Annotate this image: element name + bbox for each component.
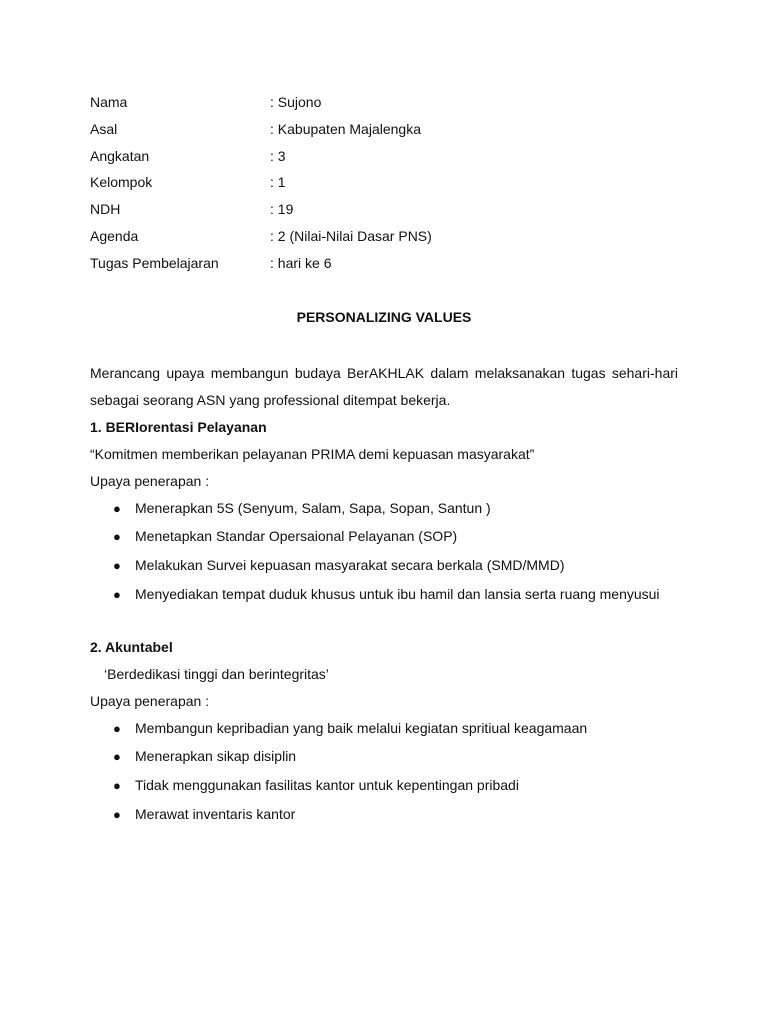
bullet-icon: ● [113, 500, 121, 516]
bullet-icon: ● [113, 720, 121, 736]
list-item [90, 743, 678, 770]
bullet-text: Menerapkan sikap disiplin [135, 748, 297, 765]
bullet-icon: ● [113, 586, 121, 602]
section-heading: 1. BERIorentasi Pelayanan [90, 418, 267, 435]
upaya-label: Upaya penerapan : [90, 472, 210, 489]
info-row-kelompok [90, 172, 678, 199]
list-item [90, 552, 678, 579]
section-quote: “Komitmen memberikan pelayanan PRIMA demi kepuasan masyarakat” [90, 445, 535, 462]
info-value: : Sujono [270, 94, 322, 110]
bullet-text: Tidak menggunakan fasilitas kantor untuk kepentingan pribadi [135, 777, 519, 794]
document-page [90, 92, 678, 829]
info-value: : 1 [270, 174, 286, 191]
info-value: : 3 [270, 147, 286, 164]
bullet-icon: ● [113, 806, 121, 822]
info-row-ndh [90, 199, 678, 226]
section-berorientasi-pelayanan [90, 414, 678, 608]
document-title: PERSONALIZING VALUES [296, 308, 472, 325]
info-label: Kelompok [90, 174, 153, 191]
info-table [90, 92, 678, 280]
info-label: Asal [90, 120, 118, 137]
list-item [90, 495, 678, 522]
bullet-text: Menetapkan Standar Opersaional Pelayanan (SOP) [135, 528, 458, 545]
info-label: Tugas Pembelajaran [90, 254, 219, 271]
section-heading: 2. Akuntabel [90, 638, 173, 655]
list-item [90, 715, 678, 742]
info-value: : hari ke 6 [270, 254, 332, 271]
info-value: : Kabupaten Majalengka [270, 120, 421, 137]
bullet-icon: ● [113, 557, 121, 573]
bullet-text: Membangun kepribadian yang baik melalui kegiatan spritiual keagamaan [135, 719, 588, 736]
section-quote: ‘Berdedikasi tinggi dan berintegritas’ [104, 665, 329, 682]
info-row-asal [90, 119, 678, 146]
bullet-text: Menerapkan 5S (Senyum, Salam, Sapa, Sopan, Santun ) [135, 499, 491, 516]
info-label: Agenda [90, 227, 139, 244]
bullet-icon: ● [113, 778, 121, 794]
section-akuntabel [90, 634, 678, 828]
intro-paragraph: Merancang upaya membangun budaya BerAKHLAK dalam melaksanakan tugas sehari-hari sebagai seorang ASN yang professional ditempat bekerja. [90, 364, 678, 408]
info-label: Angkatan [90, 147, 150, 164]
bullet-text: Merawat inventaris kantor [135, 805, 296, 822]
list-item [90, 581, 678, 608]
info-label: Nama [90, 94, 128, 110]
info-row-agenda [90, 226, 678, 253]
info-value: : 2 (Nilai-Nilai Dasar PNS) [270, 227, 432, 244]
bullet-text: Melakukan Survei kepuasan masyarakat secara berkala (SMD/MMD) [135, 556, 565, 573]
bullet-list [90, 715, 678, 828]
list-item [90, 801, 678, 828]
bullet-icon: ● [113, 529, 121, 545]
list-item [90, 772, 678, 799]
bullet-icon: ● [113, 749, 121, 765]
bullet-text: Menyediakan tempat duduk khusus untuk ibu hamil dan lansia serta ruang menyusui [135, 585, 660, 602]
list-item [90, 523, 678, 550]
bullet-list [90, 495, 678, 608]
upaya-label: Upaya penerapan : [90, 692, 210, 709]
info-row-nama [90, 92, 678, 119]
info-value: : 19 [270, 201, 294, 218]
info-label: NDH [90, 201, 121, 218]
info-row-angkatan [90, 146, 678, 173]
info-row-tugas [90, 253, 678, 280]
